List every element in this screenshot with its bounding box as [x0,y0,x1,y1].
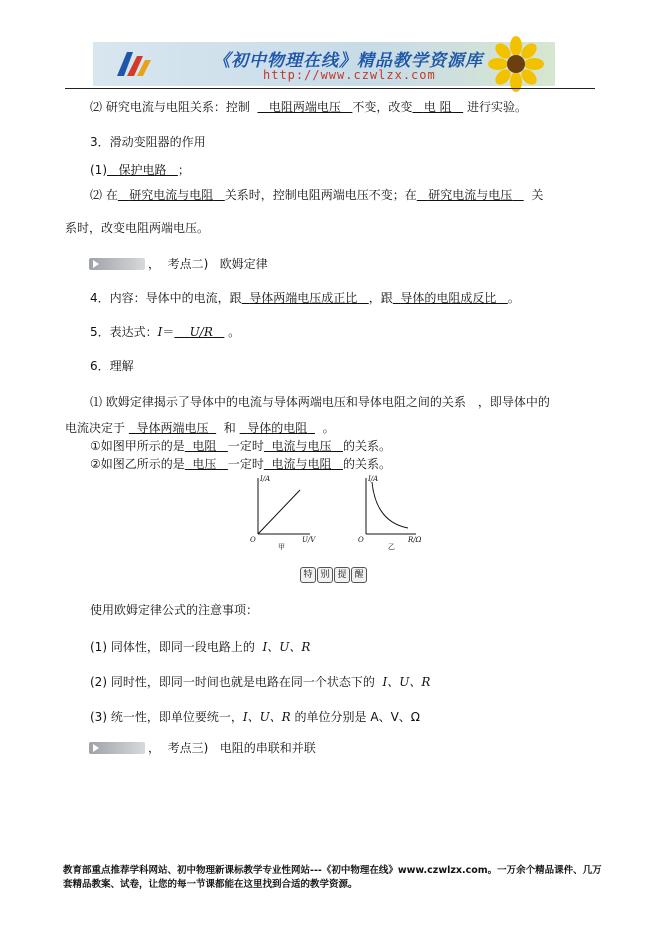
section-heading: 6．理解 [90,359,134,373]
figure-caption: 乙 [388,543,395,551]
header-rule [65,88,595,89]
logo-icon [111,46,157,82]
formula-line: 5．表达式：I＝ U/R 。 [90,325,241,339]
answer-blank: 电阻两端电压 [268,100,341,114]
answer-blank: 保护电路 [118,163,167,177]
answer-blank: 导体的电阻成反比 [400,291,497,305]
origin-label: O [250,536,256,544]
text-line: 4．内容：导体中的电流，跟 导体两端电压成正比 ，跟 导体的电阻成反比 。 [90,291,520,305]
answer-blank: 研究电流与电阻 [129,188,214,202]
answer-blank: U/R [189,325,213,339]
answer-blank: 电阻 [192,439,217,453]
tip-badge [300,566,368,583]
graph-line-proportional [258,490,300,534]
play-badge-icon [89,742,145,754]
text-line: ②如图乙所示的是 电压 一定时 电流与电阻 的关系。 [90,457,392,471]
axis-label: R/Ω [408,536,422,544]
text-line: ⑴ 欧姆定律揭示了导体中的电流与导体两端电压和导体电阻之间的关系 ，即导体中的 [90,395,550,409]
axis-label: I/A [260,475,271,483]
answer-blank: 电流与电压 [271,439,332,453]
tip-char: 特 [300,567,316,583]
text-line: ①如图甲所示的是 电阻 一定时 电流与电压 的关系。 [90,439,392,453]
sunflower-icon [481,36,551,92]
banner-title: 《初中物理在线》精品教学资源库 [213,51,483,71]
text-line: (1) 保护电路 ； [90,163,190,177]
text-line: (3) 统一性，即单位要统一，I、U、R 的单位分别是 A、V、Ω [90,710,420,724]
tip-char: 别 [317,567,333,583]
text-line: (2) 同时性，即同一时间也就是电路在同一个状态下的 I、U、R [90,675,431,689]
answer-blank: 导体的电阻 [247,421,308,435]
answer-blank: 研究电流与电压 [428,188,513,202]
text-line: (1) 同体性，即同一段电路上的 I、U、R [90,640,311,654]
figure-caption: 甲 [278,543,285,551]
section-title: ， 考点二) 欧姆定律 [148,257,268,271]
answer-blank: 电流与电阻 [271,457,332,471]
text-line: ⑵ 在 研究电流与电阻 关系时，控制电阻两端电压不变；在 研究电流与电压 关 [90,188,544,202]
tip-char: 醒 [351,567,367,583]
text-line: 电流决定于 导体两端电压 和 导体的电阻 。 [65,421,335,435]
tip-char: 提 [334,567,350,583]
answer-blank: 电 阻 [423,100,452,114]
figure-graphs [240,472,420,556]
answer-blank: 导体两端电压 [136,421,209,435]
footer-text: 教育部重点推荐学科网站、初中物理新课标教学专业性网站---《初中物理在线》www.czwlzx.com。一万余个精品课件、几万套精品教案、试卷，让您的每一节课都能在这里找到合适的教学资源。 [63,865,602,890]
header-banner [93,42,555,86]
axis-label: U/V [302,536,316,544]
answer-blank: 导体两端电压成正比 [249,291,358,305]
text-line: 系时，改变电阻两端电压。 [65,221,210,235]
graph-curve-inverse [372,482,408,528]
origin-label: O [358,536,364,544]
play-badge-icon [89,258,145,270]
banner-url: http://www.czwlzx.com [263,68,436,82]
text-line: ⑵ 研究电流与电阻关系：控制 电阻两端电压 不变，改变 电 阻 进行实验。 [90,100,527,114]
answer-blank: 电压 [192,457,217,471]
section-heading: 3．滑动变阻器的作用 [90,135,206,149]
text-line: 使用欧姆定律公式的注意事项： [90,603,259,617]
axis-label: I/A [368,475,379,483]
section-title: ， 考点三) 电阻的串联和并联 [148,741,316,755]
